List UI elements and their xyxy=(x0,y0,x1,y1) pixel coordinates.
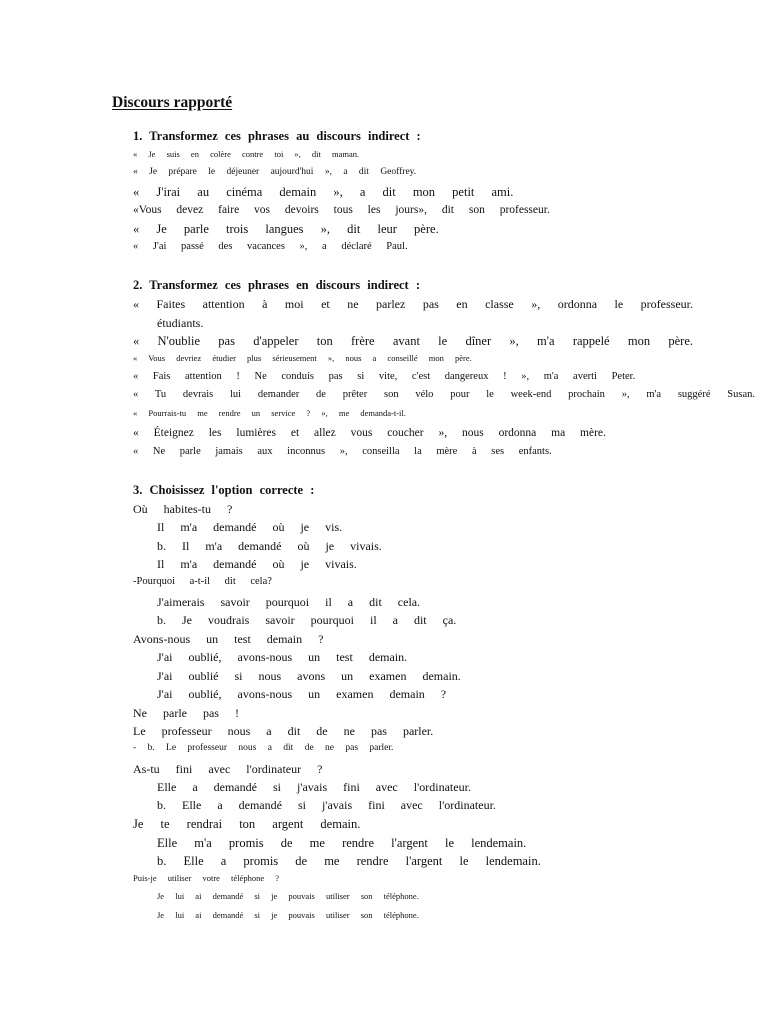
section2-heading: 2. Transformez ces phrases en discours indirect : xyxy=(133,278,421,292)
section2-item: « Ne parle jamais aux inconnus », conseilla la mère à ses enfants. xyxy=(133,446,552,457)
option-line: J'ai oublié, avons-nous un examen demain ? xyxy=(157,687,447,701)
section1-item: «Vous devez faire vos devoirs tous les jours», dit son professeur. xyxy=(133,204,550,216)
option-line: Elle a demandé si j'avais fini avec l'ordinateur. xyxy=(157,780,471,794)
section1-item: « J'ai passé des vacances », a déclaré Paul. xyxy=(133,241,408,252)
section2-item: « Vous devriez étudier plus sérieusement », nous a conseillé mon père. xyxy=(133,353,472,363)
option-line: Je lui ai demandé si je pouvais utiliser son téléphone. xyxy=(157,910,419,920)
section1-item: « Je parle trois langues », dit leur père. xyxy=(133,222,439,236)
question-line: -Pourquoi a-t-il dit cela? xyxy=(133,576,272,587)
section1-item: « Je prépare le déjeuner aujourd'hui », a dit Geoffrey. xyxy=(133,167,417,177)
question-line: Ne parle pas ! xyxy=(133,706,239,720)
option-line: b. Je voudrais savoir pourquoi il a dit ça. xyxy=(157,613,457,627)
option-line: Il m'a demandé où je vis. xyxy=(157,520,343,534)
option-line: Je lui ai demandé si je pouvais utiliser son téléphone. xyxy=(157,891,419,901)
question-line: Où habites-tu ? xyxy=(133,502,233,516)
option-line: J'ai oublié, avons-nous un test demain. xyxy=(157,650,408,664)
section3-heading: 3. Choisissez l'option correcte : xyxy=(133,483,315,497)
section2-item: « Fais attention ! Ne conduis pas si vite, c'est dangereux ! », m'a averti Peter. xyxy=(133,371,636,382)
option-line: Le professeur nous a dit de ne pas parler. xyxy=(133,724,434,738)
section1-item: « J'irai au cinéma demain », a dit mon petit ami. xyxy=(133,185,514,199)
option-line: J'aimerais savoir pourquoi il a dit cela. xyxy=(157,595,421,609)
option-line: b. Il m'a demandé où je vivais. xyxy=(157,539,382,553)
section1-item: « Je suis en colère contre toi », dit maman. xyxy=(133,149,360,159)
option-line: Elle m'a promis de me rendre l'argent le lendemain. xyxy=(157,836,527,850)
question-line: Je te rendrai ton argent demain. xyxy=(133,817,361,831)
section2-item: « N'oublie pas d'appeler ton frère avant le dîner », m'a rappelé mon père. xyxy=(133,334,693,348)
document-title: Discours rapporté xyxy=(112,94,233,111)
option-line: b. Elle a promis de me rendre l'argent le lendemain. xyxy=(157,854,541,868)
question-line: As-tu fini avec l'ordinateur ? xyxy=(133,762,323,776)
option-line: Il m'a demandé où je vivais. xyxy=(157,557,357,571)
option-line: b. Elle a demandé si j'avais fini avec l'ordinateur. xyxy=(157,798,496,812)
option-line: - b. Le professeur nous a dit de ne pas parler. xyxy=(133,743,394,753)
section2-item: « Tu devrais lui demander de prêter son vélo pour le week-end prochain », m'a suggéré Susan. xyxy=(133,389,755,400)
section2-item: « Pourrais-tu me rendre un service ? », me demanda-t-il. xyxy=(133,408,406,418)
section2-item: étudiants. xyxy=(157,316,204,330)
question-line: Avons-nous un test demain ? xyxy=(133,632,324,646)
option-line: J'ai oublié si nous avons un examen demain. xyxy=(157,669,461,683)
question-line: Puis-je utiliser votre téléphone ? xyxy=(133,873,279,883)
section2-item: « Éteignez les lumières et allez vous coucher », nous ordonna ma mère. xyxy=(133,427,606,439)
section2-item: « Faites attention à moi et ne parlez pas en classe », ordonna le professeur. xyxy=(133,297,693,311)
section1-heading: 1. Transformez ces phrases au discours indirect : xyxy=(133,129,421,143)
